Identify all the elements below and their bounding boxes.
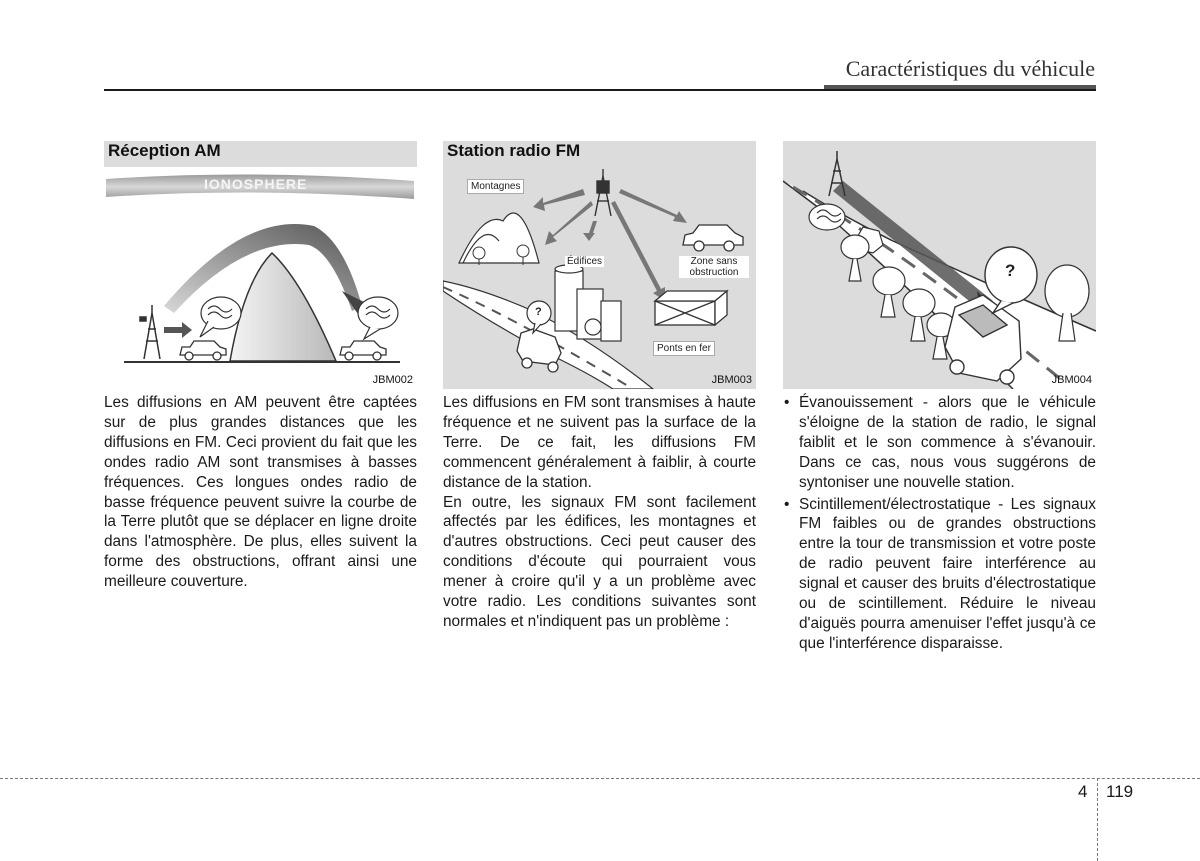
conditions-list — [783, 393, 1096, 654]
montagnes-label: Montagnes — [467, 179, 524, 194]
question-mark: ? — [1005, 261, 1016, 280]
fading-figure — [783, 141, 1096, 389]
zone-label: Zone sans obstruction — [679, 256, 749, 278]
bridge-icon — [655, 291, 727, 325]
am-paragraph: Les diffusions en AM peuvent être captées sur de plus grandes distances que les diffusions en FM. Ceci provient du fait que les ondes radio AM sont transmises à basses fréquences. Ces longues ondes radio de basse fréquence peuvent suivre la courbe de la Terre plutôt que se déplacer en ligne droite dans l'atmosphère. De plus, elles suivent la forme des obstructions, offrant ainsi une meilleure couverture. — [104, 394, 417, 591]
fm-station-figure — [443, 141, 756, 389]
middle-column — [443, 393, 756, 632]
figure-code: JBM002 — [372, 374, 413, 386]
chapter-number: 4 — [1078, 782, 1088, 801]
footer-vertical-divider — [1097, 778, 1098, 861]
am-reception-figure — [104, 141, 417, 389]
ponts-label: Ponts en fer — [653, 341, 715, 356]
fm-paragraph-2: En outre, les signaux FM sont facilement affectés par les édifices, les montagnes et d'autres obstructions. Ceci peut causer des conditions d'écoute qui pourraient vous mener à croire qu'il y a un problème avec votre radio. Les conditions suivantes sont normales et n'indiquent pas un problème : — [443, 493, 756, 630]
figure-code: JBM004 — [1051, 374, 1092, 386]
figure-title: Réception AM — [108, 141, 221, 160]
list-item: • Évanouissement - alors que le véhicule s'éloigne de la station de radio, le signal faiblit et le son commence à s'évanouir. Dans ce cas, nous vous suggérons de syntoniser une nouvelle station. — [783, 393, 1096, 493]
left-column — [104, 393, 417, 592]
figure-title: Station radio FM — [447, 141, 581, 160]
music-bubble-icon — [809, 204, 845, 230]
page-header-title: Caractéristiques du véhicule — [845, 56, 1095, 81]
ionosphere-label: IONOSPHERE — [204, 176, 308, 192]
figure-code: JBM003 — [711, 374, 752, 386]
page-number: 119 — [1106, 782, 1134, 801]
fading-illustration — [783, 141, 1096, 389]
right-column — [783, 393, 1096, 654]
fm-paragraph-1: Les diffusions en FM sont transmises à haute fréquence et ne suivent pas la surface de la Terre. De ce fait, les diffusions FM commencent généralement à faiblir, à courte distance de la station. — [443, 394, 756, 491]
header-rule — [104, 89, 1096, 91]
edifices-label: Édifices — [567, 256, 603, 267]
question-mark: ? — [535, 306, 542, 318]
list-item: • Scintillement/électrostatique - Les signaux FM faibles ou de grandes obstructions entre la tour de transmission et votre poste de radio peuvent faire interférence au signal et causer des bruits d'électrostatique ou de scintillement. Réduire le niveau d'aiguës pourra amenuiser l'effet jusqu'à ce que l'interférence disparaisse. — [783, 495, 1096, 654]
footer-divider — [0, 778, 1200, 779]
